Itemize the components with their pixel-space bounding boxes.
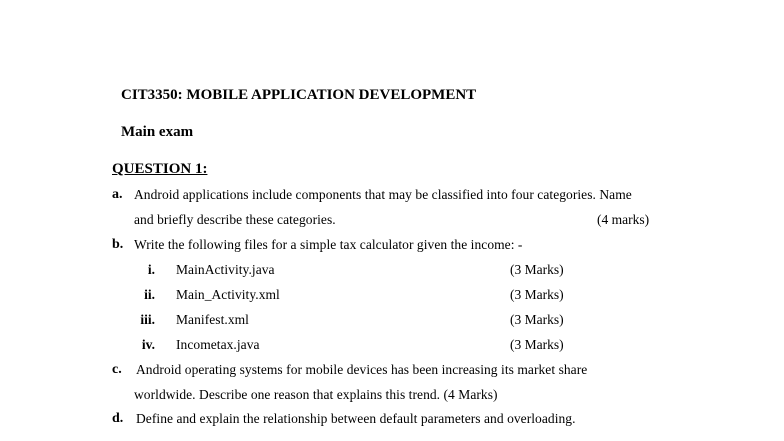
- subitem-iii-file: Manifest.xml: [176, 312, 249, 327]
- subitem-iv-file: Incometax.java: [176, 337, 260, 352]
- item-b-text: Write the following files for a simple tax calculator given the income: -: [134, 237, 523, 252]
- course-title: CIT3350: MOBILE APPLICATION DEVELOPMENT: [121, 87, 477, 103]
- subitem-ii-num: ii.: [144, 287, 155, 302]
- item-d-line1: Define and explain the relationship between default parameters and overloading.: [136, 411, 576, 426]
- subitem-iii-num: iii.: [140, 312, 155, 327]
- subitem-iv-marks: (3 Marks): [510, 337, 564, 352]
- subitem-ii-file: Main_Activity.xml: [176, 287, 280, 302]
- item-a-letter: a.: [112, 187, 123, 202]
- subitem-ii-marks: (3 Marks): [510, 287, 564, 302]
- exam-type: Main exam: [121, 124, 194, 140]
- subitem-iii-marks: (3 Marks): [510, 312, 564, 327]
- item-c-line2: worldwide. Describe one reason that explains this trend. (4 Marks): [134, 387, 498, 402]
- subitem-iv-num: iv.: [141, 337, 155, 352]
- item-b-letter: b.: [112, 237, 124, 252]
- subitem-i-file: MainActivity.java: [176, 262, 275, 277]
- subitem-i-num: i.: [147, 262, 155, 277]
- item-a-line1: Android applications include components that may be classified into four categories. Name: [134, 187, 632, 202]
- item-c-letter: c.: [112, 362, 122, 377]
- item-a-marks: (4 marks): [597, 212, 650, 227]
- question-title: QUESTION 1:: [112, 161, 208, 177]
- item-a-line2: and briefly describe these categories.: [134, 212, 336, 227]
- subitem-i-marks: (3 Marks): [510, 262, 564, 277]
- item-d-letter: d.: [112, 411, 124, 426]
- item-c-line1: Android operating systems for mobile devices has been increasing its market share: [136, 362, 588, 377]
